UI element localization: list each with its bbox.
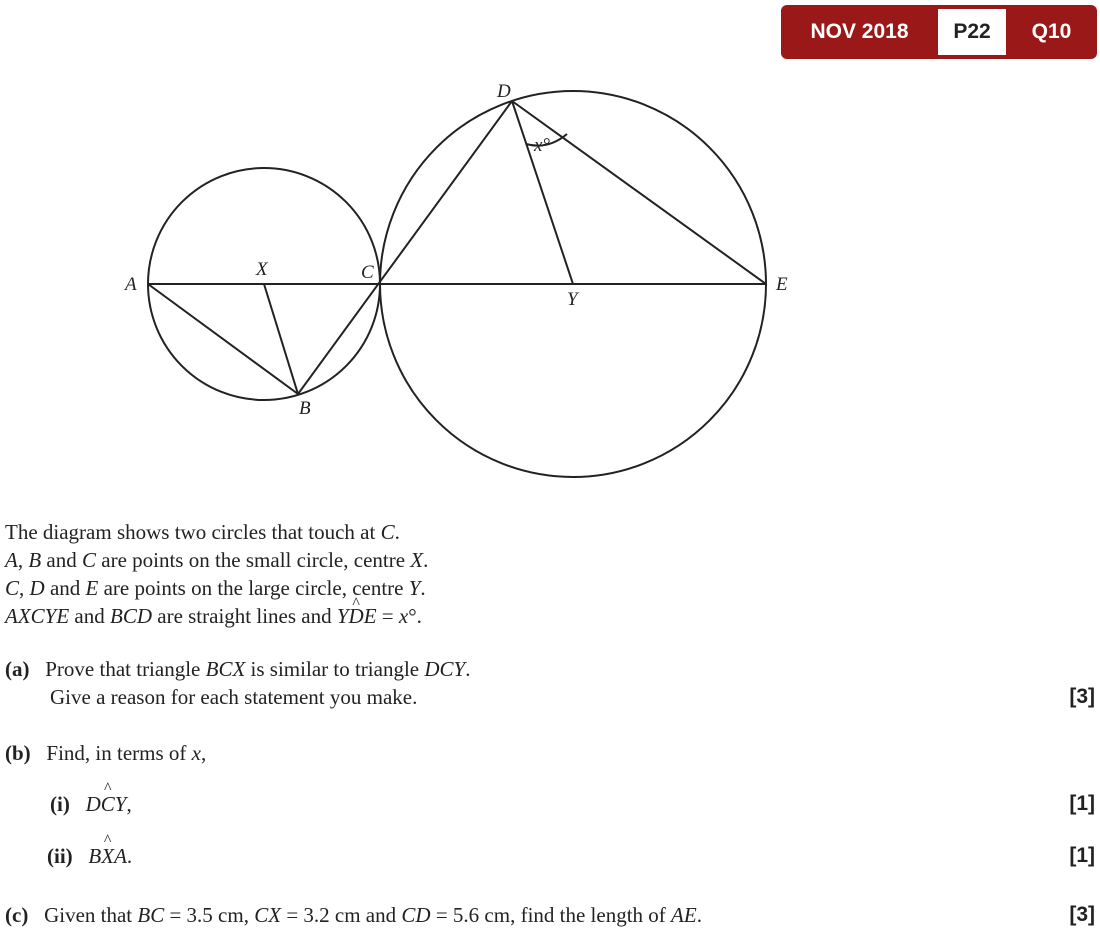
label-E: E xyxy=(776,274,788,295)
part-b-ii-marks: [1] xyxy=(1069,844,1095,867)
paper-label: P22 xyxy=(938,9,1006,55)
line-DY xyxy=(512,101,573,284)
part-c-marks: [3] xyxy=(1069,903,1095,926)
part-b-label: (b) xyxy=(5,741,31,765)
part-a-label: (a) xyxy=(5,657,30,681)
label-X: X xyxy=(256,259,268,280)
part-a-line-1: (a) Prove that triangle BCX is similar to triangle DCY. xyxy=(5,657,471,681)
line-XB xyxy=(264,284,298,394)
angle-YDE: Y^ DE xyxy=(337,604,377,628)
part-c-line: (c) Given that BC = 3.5 cm, CX = 3.2 cm and CD = 5.6 cm, find the length of AE. xyxy=(5,903,702,927)
question-intro xyxy=(5,518,428,630)
part-b-i-line: (i) D^ CY, xyxy=(50,792,132,817)
part-b-i-marks: [1] xyxy=(1069,792,1095,815)
angle-BXA: B^ XA xyxy=(88,844,126,868)
part-b-line: (b) Find, in terms of x, xyxy=(5,741,207,765)
line-DE xyxy=(512,101,766,284)
label-Y: Y xyxy=(567,289,578,310)
line-AB xyxy=(148,284,298,394)
angle-label-x: x° xyxy=(534,135,551,156)
intro-line-4: AXCYE and BCD are straight lines and Y^ DE = x°. xyxy=(5,602,428,630)
intro-line-2: A, B and C are points on the small circle, centre X. xyxy=(5,548,429,572)
part-c-label: (c) xyxy=(5,903,29,927)
label-D: D xyxy=(497,81,511,102)
part-a-line-2: Give a reason for each statement you make. xyxy=(50,685,418,709)
part-b-ii-label: (ii) xyxy=(47,844,73,868)
part-a-marks: [3] xyxy=(1069,685,1095,708)
intro-line-3: C, D and E are points on the large circle, centre Y. xyxy=(5,576,426,600)
question-number-label: Q10 xyxy=(1031,20,1072,43)
label-B: B xyxy=(299,398,311,419)
part-b-ii-line: (ii) B^ XA. xyxy=(47,844,132,869)
label-C: C xyxy=(361,262,374,283)
label-A: A xyxy=(125,274,137,295)
angle-DCY: D^ CY xyxy=(86,792,127,816)
part-b-i-label: (i) xyxy=(50,792,70,816)
line-BCD xyxy=(298,101,512,394)
intro-line-1: The diagram shows two circles that touch at C. xyxy=(5,520,400,544)
session-label: NOV 2018 xyxy=(810,20,909,43)
